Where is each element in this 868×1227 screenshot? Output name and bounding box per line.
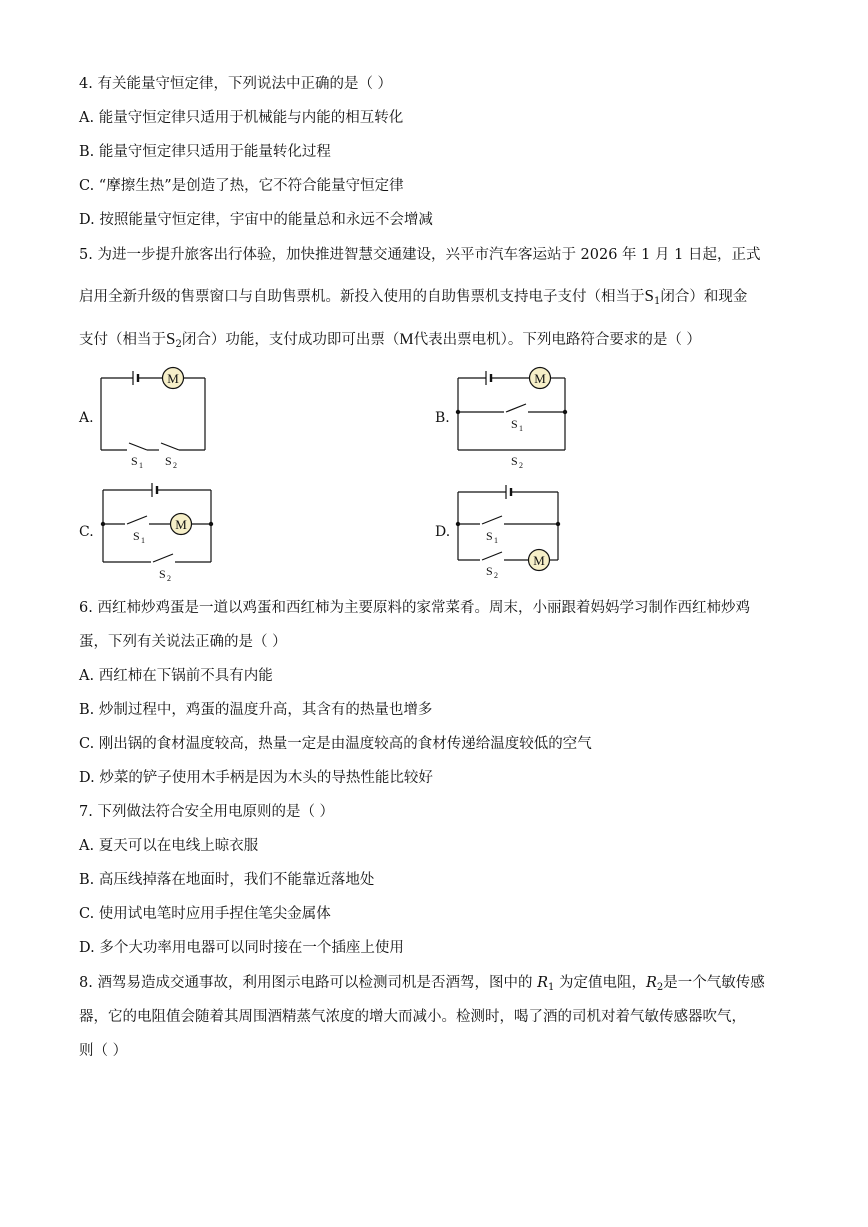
- svg-text:1: 1: [141, 536, 145, 545]
- q7-stem: 7. 下列做法符合安全用电原则的是（ ）: [79, 804, 335, 820]
- q8-line3: 则（ ）: [79, 1043, 128, 1059]
- q6-line1: 6. 西红柿炒鸡蛋是一道以鸡蛋和西红柿为主要原料的家常菜肴。周末，小丽跟着妈妈学习制作西红柿炒鸡: [79, 600, 750, 616]
- s1-symbol: S: [644, 286, 654, 305]
- q4-option-d: D. 按照能量守恒定律，宇宙中的能量总和永远不会增减: [79, 212, 433, 228]
- svg-text:S: S: [133, 529, 140, 543]
- q6-option-b: B. 炒制过程中，鸡蛋的温度升高，其含有的热量也增多: [79, 702, 433, 718]
- q7-option-c: C. 使用试电笔时应用手捏住笔尖金属体: [79, 906, 331, 922]
- circuit-b-diagram: [452, 364, 574, 472]
- svg-text:M: M: [534, 371, 546, 386]
- svg-text:S: S: [165, 454, 172, 468]
- motor-symbol-text: M: [399, 331, 414, 348]
- q8-line1: 8. 酒驾易造成交通事故，利用图示电路可以检测司机是否酒驾，图中的 $R_1$ 为定值电阻，$R_2$是一个气敏传感: [79, 975, 765, 993]
- q4-option-a: A. 能量守恒定律只适用于机械能与内能的相互转化: [79, 110, 404, 126]
- circuit-a-diagram: [95, 364, 215, 470]
- circuit-d-diagram: [452, 478, 568, 582]
- circuit-d-label: D.: [435, 524, 451, 540]
- svg-text:2: 2: [173, 461, 177, 470]
- circuit-c-diagram: [95, 478, 219, 586]
- r1-symbol: R: [537, 975, 548, 991]
- svg-text:S: S: [486, 564, 493, 578]
- svg-text:2: 2: [167, 574, 171, 583]
- circuit-c-label: C.: [79, 524, 94, 540]
- q7-option-d: D. 多个大功率用电器可以同时接在一个插座上使用: [79, 940, 404, 956]
- svg-text:2: 2: [519, 461, 523, 470]
- q6-line2: 蛋，下列有关说法正确的是（ ）: [79, 634, 287, 650]
- s2-symbol: S: [166, 329, 176, 348]
- q7-option-b: B. 高压线掉落在地面时，我们不能靠近落地处: [79, 872, 375, 888]
- circuit-a-label: A.: [79, 410, 94, 426]
- q7-option-a: A. 夏天可以在电线上晾衣服: [79, 838, 259, 854]
- q6-option-d: D. 炒菜的铲子使用木手柄是因为木头的导热性能比较好: [79, 770, 433, 786]
- svg-text:S: S: [511, 417, 518, 431]
- svg-text:M: M: [175, 517, 187, 532]
- svg-text:1: 1: [494, 536, 498, 545]
- svg-text:S: S: [486, 529, 493, 543]
- q6-option-c: C. 刚出锅的食材温度较高，热量一定是由温度较高的食材传递给温度较低的空气: [79, 736, 592, 752]
- svg-text:S: S: [511, 454, 518, 468]
- q4-stem: 4. 有关能量守恒定律，下列说法中正确的是（ ）: [79, 76, 393, 92]
- circuit-b-label: B.: [435, 410, 450, 426]
- q5-line1: 5. 为进一步提升旅客出行体验，加快推进智慧交通建设，兴平市汽车客运站于 2026 年 1 月 1 日起，正式: [79, 247, 761, 263]
- svg-text:M: M: [167, 371, 179, 386]
- q5-line2: 启用全新升级的售票窗口与自助售票机。新投入使用的自助售票机支持电子支付（相当于$S_1$闭合）和现金: [79, 286, 748, 307]
- svg-text:2: 2: [494, 571, 498, 580]
- q8-line2: 器，它的电阻值会随着其周围酒精蒸气浓度的增大而减小。检测时，喝了酒的司机对着气敏传感器吹气，: [79, 1009, 746, 1025]
- svg-text:S: S: [131, 454, 138, 468]
- q4-option-c: C. “摩擦生热”是创造了热，它不符合能量守恒定律: [79, 178, 404, 194]
- svg-text:1: 1: [139, 461, 143, 470]
- q4-option-b: B. 能量守恒定律只适用于能量转化过程: [79, 144, 331, 160]
- q5-line3: 支付（相当于$S_2$闭合）功能，支付成功即可出票（M代表出票电机）。下列电路符合要求的是（ ）: [79, 329, 701, 350]
- svg-text:1: 1: [519, 424, 523, 433]
- q6-option-a: A. 西红柿在下锅前不具有内能: [79, 668, 273, 684]
- svg-text:M: M: [533, 553, 545, 568]
- r2-symbol: R: [645, 975, 657, 991]
- svg-text:S: S: [159, 567, 166, 581]
